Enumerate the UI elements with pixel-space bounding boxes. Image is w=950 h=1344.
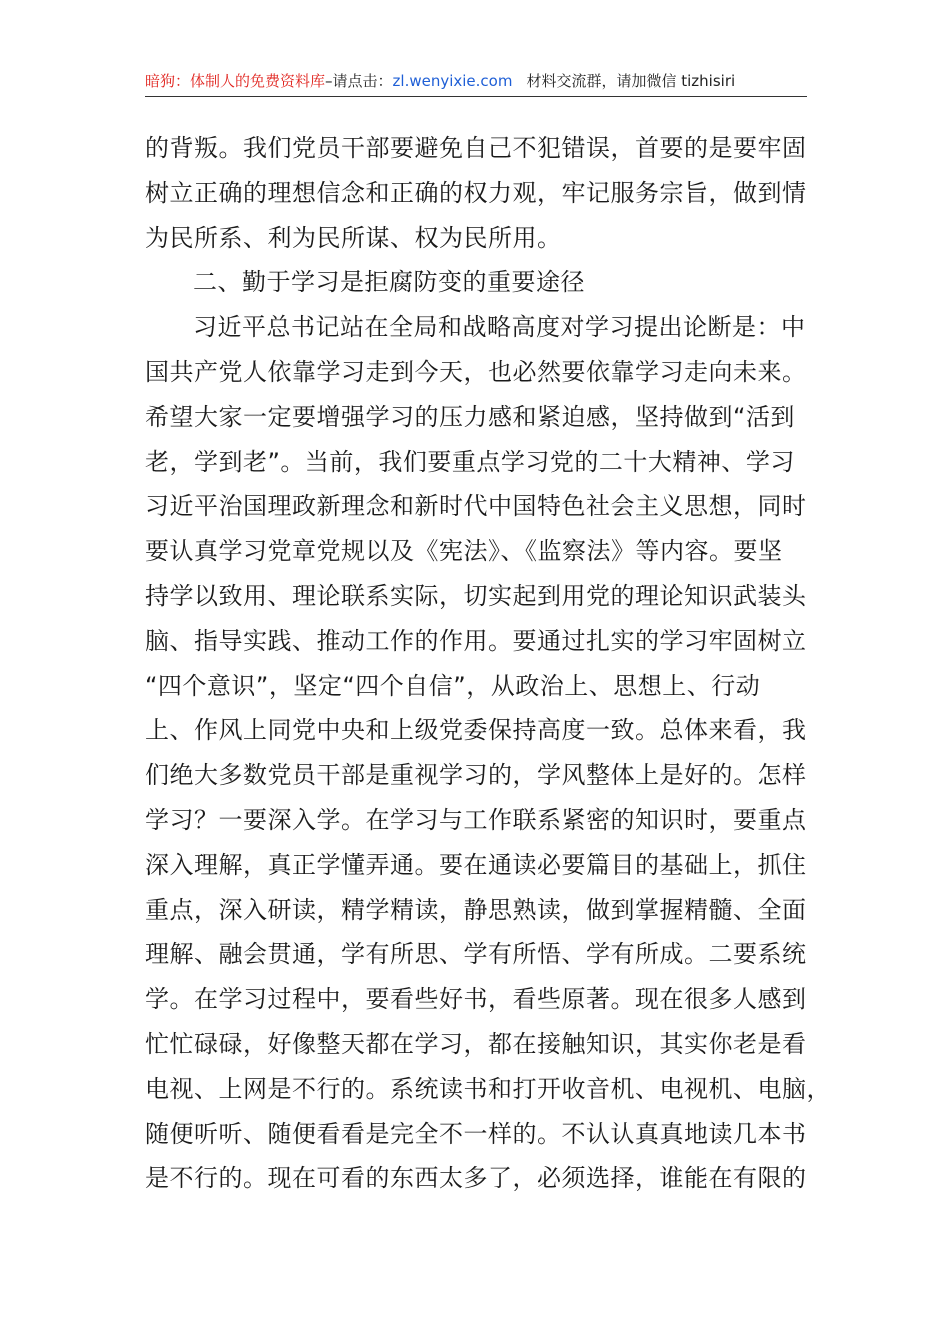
text-line: 的背叛。我们党员干部要避免自己不犯错误，首要的是要牢固 [145,134,807,162]
text-line: 习近平治国理政新理念和新时代中国特色社会主义思想，同时 [145,492,807,521]
text-line: 持学以致用、理论联系实际，切实起到用党的理论知识武装头 [145,581,807,610]
text-line: 学。在学习过程中，要看些好书，看些原著。现在很多人感到 [145,985,807,1014]
text-line: 电视、上网是不行的。系统读书和打开收音机、电视机、电脑， [145,1074,831,1103]
text-line: “四个意识”，坚定“四个自信”，从政治上、思想上、行动 [145,671,761,700]
document-body [145,126,831,1201]
text-line: 脑、指导实践、推动工作的作用。要通过扎实的学习牢固树立 [145,626,807,655]
text-line: 国共产党人依靠学习走到今天，也必然要依靠学习走向未来。 [145,357,807,386]
text-line: 深入理解，真正学懂弄通。要在通读必要篇目的基础上，抓住 [145,850,807,879]
header-note: 材料交流群，请加微信 tizhisiri [526,72,736,90]
text-line: 要认真学习党章党规以及《宪法》、《监察法》等内容。要坚 [145,537,783,566]
header-click-prompt: –请点击： [325,72,393,90]
text-line: 希望大家一定要增强学习的压力感和紧迫感，坚持做到“活到 [145,402,795,431]
text-line: 老，学到老”。当前，我们要重点学习党的二十大精神、学习 [145,447,795,476]
text-line: 重点，深入研读，精学精读，静思熟读，做到掌握精髓、全面 [145,895,807,924]
text-line: 随便听听、随便看看是完全不一样的。不认认真真地读几本书 [145,1119,807,1148]
text-line: 上、作风上同党中央和上级党委保持高度一致。总体来看，我 [145,716,807,745]
header-url-link[interactable]: zl.wenyixie.com [392,72,513,90]
page-header [145,66,807,97]
text-line: 们绝大多数党员干部是重视学习的，学风整体上是好的。怎样 [145,761,807,790]
text-line: 习近平总书记站在全局和战略高度对学习提出论断是：中 [193,313,806,342]
text-line: 二、勤于学习是拒腐防变的重要途径 [193,268,585,297]
header-brand: 暗狗：体制人的免费资料库 [145,72,326,90]
text-line: 忙忙碌碌，好像整天都在学习，都在接触知识，其实你老是看 [145,1029,807,1058]
text-line: 是不行的。现在可看的东西太多了，必须选择，谁能在有限的 [145,1164,807,1193]
text-line: 树立正确的理想信念和正确的权力观，牢记服务宗旨，做到情 [145,178,807,207]
text-line: 学习？一要深入学。在学习与工作联系紧密的知识时，要重点 [145,805,807,834]
text-line: 理解、融会贯通，学有所思、学有所悟、学有所成。二要系统 [145,940,807,969]
text-line: 为民所系、利为民所谋、权为民所用。 [145,223,562,252]
